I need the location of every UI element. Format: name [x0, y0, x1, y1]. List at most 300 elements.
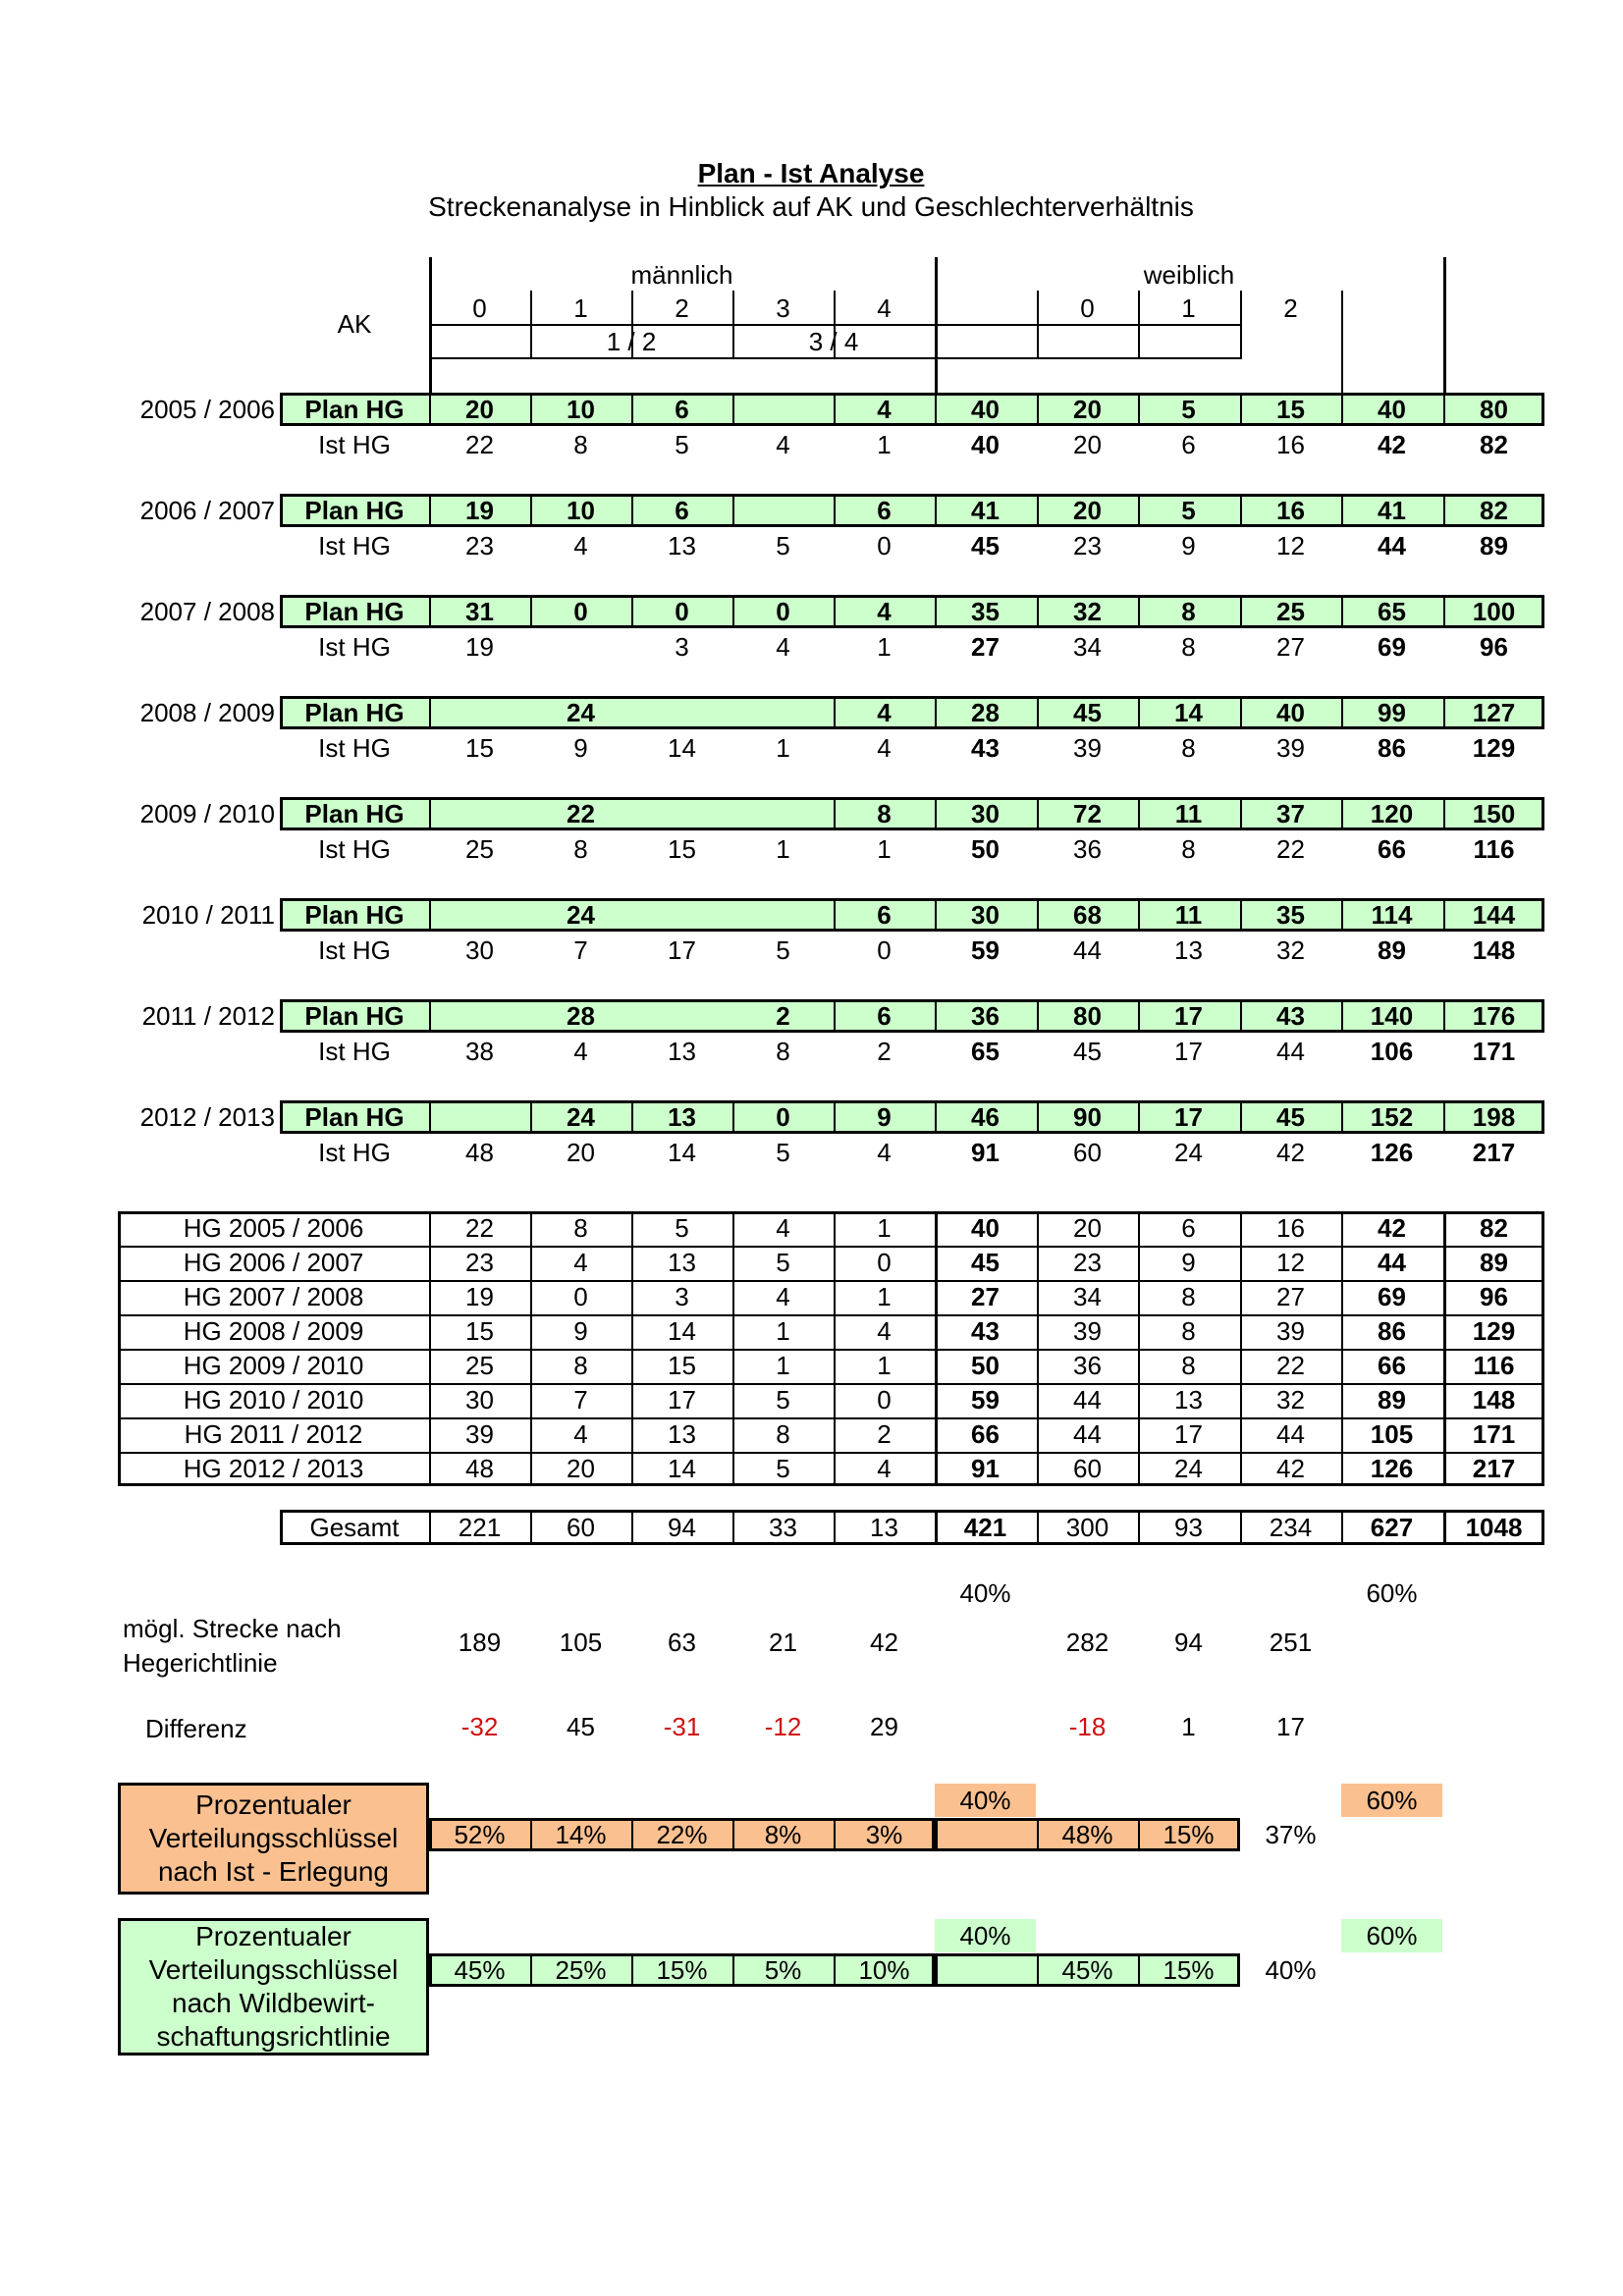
plan-value	[732, 494, 834, 527]
plan-value: 5	[1181, 495, 1196, 525]
plan-value	[732, 393, 834, 426]
plan-value: 17	[1174, 1101, 1203, 1132]
plan-value: 36	[971, 1000, 1000, 1031]
summary-value: 16	[1276, 1213, 1305, 1243]
plan-value: 32	[1073, 596, 1102, 626]
grid-line	[935, 324, 1240, 326]
possible-female-value: 94	[1174, 1627, 1203, 1657]
summary-value: 23	[1073, 1248, 1102, 1277]
summary-value: 8	[776, 1419, 790, 1449]
ist-value: 8	[1181, 833, 1196, 864]
summary-value: 4	[877, 1316, 892, 1346]
plan-value: 46	[971, 1101, 1000, 1132]
ak-label: AK	[337, 308, 372, 339]
summary-value: 42	[1276, 1454, 1305, 1483]
ist-value: 1	[877, 429, 892, 459]
summary-value: 44	[1073, 1419, 1102, 1449]
plan-value: 19	[465, 495, 494, 525]
ist-value: 34	[1073, 631, 1102, 662]
summary-label: HG 2008 / 2009	[183, 1316, 364, 1346]
plan-value: 11	[1174, 899, 1203, 930]
ist-value: 126	[1370, 1137, 1414, 1167]
plan-value: 40	[971, 394, 1000, 424]
summary-value: 86	[1378, 1316, 1406, 1346]
summary-value: 13	[1174, 1385, 1203, 1415]
plan-value: 17	[1174, 1000, 1203, 1031]
season-label: 2005 / 2006	[139, 394, 275, 424]
summary-value: 42	[1378, 1213, 1406, 1243]
season-label: 2010 / 2011	[141, 899, 275, 930]
difference-male-value: -12	[764, 1711, 802, 1741]
plan-value: 140	[1370, 1000, 1414, 1031]
ist-value: 0	[877, 934, 892, 965]
summary-value: 7	[573, 1385, 588, 1415]
summary-label: HG 2006 / 2007	[183, 1248, 364, 1277]
ist-value: 48	[465, 1137, 494, 1167]
ist-value: 171	[1472, 1036, 1516, 1066]
possible-female-value: 282	[1065, 1627, 1109, 1657]
key_ist-male-value: 52%	[454, 1819, 506, 1849]
plan-value: 16	[1276, 495, 1305, 525]
ist-value: 89	[1378, 934, 1406, 965]
summary-value: 8	[1181, 1316, 1196, 1346]
key_wb-female-value: 45%	[1061, 1954, 1113, 1985]
ist-value: 60	[1073, 1137, 1102, 1167]
summary-value: 14	[668, 1316, 696, 1346]
ist-value: 24	[1174, 1137, 1203, 1167]
summary-value: 91	[971, 1454, 1000, 1483]
key_wb-male-value: 10%	[858, 1954, 910, 1985]
plan-label: Plan HG	[304, 1101, 405, 1132]
summary-value: 40	[971, 1213, 1000, 1243]
plan-value: 45	[1073, 697, 1102, 727]
plan-label: Plan HG	[304, 798, 405, 828]
plan-value: 82	[1480, 495, 1508, 525]
plan-value: 80	[1073, 1000, 1102, 1031]
summary-value: 20	[1073, 1213, 1102, 1243]
summary-label: HG 2012 / 2013	[183, 1454, 364, 1483]
grid-line	[935, 357, 1240, 359]
summary-value: 44	[1276, 1419, 1305, 1449]
ist-value: 44	[1276, 1036, 1305, 1066]
plan-value: 120	[1370, 798, 1414, 828]
ist-value: 20	[1073, 429, 1102, 459]
ist-label: Ist HG	[318, 732, 391, 763]
ist-value	[530, 630, 631, 664]
season-label: 2008 / 2009	[139, 697, 275, 727]
plan-value: 28	[567, 1000, 595, 1031]
summary-value: 44	[1378, 1248, 1406, 1277]
summary-value: 24	[1174, 1454, 1203, 1483]
plan-value: 150	[1472, 798, 1516, 828]
season-label: 2009 / 2010	[139, 798, 275, 828]
grid-line	[1341, 291, 1343, 393]
plan-value: 6	[877, 495, 892, 525]
difference-male-value: 29	[870, 1711, 898, 1741]
ist-label: Ist HG	[318, 934, 391, 965]
ist-value: 9	[1181, 530, 1196, 561]
ist-value: 1	[776, 833, 790, 864]
plan-value: 68	[1073, 899, 1102, 930]
ist-value: 32	[1276, 934, 1305, 965]
grid-line	[429, 357, 935, 359]
summary-value: 23	[465, 1248, 494, 1277]
key_ist-female-value: 37%	[1265, 1819, 1317, 1849]
possible-male-value: 42	[870, 1627, 898, 1657]
total-value: 300	[1065, 1512, 1109, 1542]
total-value: 94	[668, 1512, 696, 1542]
key_ist-label-line: nach Ist - Erlegung	[157, 1856, 390, 1887]
ist-value: 1	[877, 631, 892, 662]
summary-value: 22	[465, 1213, 494, 1243]
key_wb-label-line: schaftungsrichtlinie	[156, 2021, 391, 2052]
key_wb-male-value: 15%	[656, 1954, 708, 1985]
plan-value: 72	[1073, 798, 1102, 828]
summary-value: 32	[1276, 1385, 1305, 1415]
ist-value: 91	[971, 1137, 1000, 1167]
plan-label: Plan HG	[304, 899, 405, 930]
ist-value: 38	[465, 1036, 494, 1066]
total-value: 13	[870, 1512, 898, 1542]
ist-value: 8	[573, 429, 588, 459]
summary-value: 5	[776, 1454, 790, 1483]
key_wb-male-value: 5%	[764, 1954, 802, 1985]
female-age-class: 1	[1181, 293, 1196, 323]
plan-value: 5	[1181, 394, 1196, 424]
female-age-class: 0	[1080, 293, 1095, 323]
ist-value: 15	[465, 732, 494, 763]
ist-value: 116	[1473, 833, 1515, 864]
possible-label-line2: Hegerichtlinie	[123, 1648, 278, 1678]
ist-value: 15	[668, 833, 696, 864]
plan-value: 198	[1472, 1101, 1516, 1132]
page-subtitle: Streckenanalyse in Hinblick auf AK und Geschlechterverhältnis	[428, 191, 1194, 222]
ist-value: 25	[465, 833, 494, 864]
ist-value: 13	[668, 1036, 696, 1066]
summary-value: 17	[1174, 1419, 1203, 1449]
summary-value: 0	[877, 1385, 892, 1415]
summary-value: 9	[1181, 1248, 1196, 1277]
plan-value: 6	[877, 1000, 892, 1031]
summary-value: 105	[1370, 1419, 1414, 1449]
plan-value: 22	[567, 798, 595, 828]
summary-value: 14	[668, 1454, 696, 1483]
ist-value: 22	[465, 429, 494, 459]
key_ist-female-value: 15%	[1163, 1819, 1215, 1849]
ist-label: Ist HG	[318, 429, 391, 459]
ist-label: Ist HG	[318, 530, 391, 561]
summary-value: 4	[573, 1419, 588, 1449]
summary-value: 129	[1472, 1316, 1516, 1346]
male-share: 40%	[959, 1577, 1011, 1608]
female-header: weiblich	[1143, 259, 1235, 290]
ist-value: 22	[1276, 833, 1305, 864]
ist-value: 27	[1276, 631, 1305, 662]
key_ist-label-line: Verteilungsschlüssel	[148, 1823, 399, 1853]
difference-male-value: -31	[663, 1711, 701, 1741]
total-label: Gesamt	[309, 1512, 400, 1542]
summary-value: 1	[877, 1351, 892, 1380]
difference-female-value: -18	[1068, 1711, 1107, 1741]
plan-value: 6	[675, 394, 689, 424]
ist-value: 69	[1378, 631, 1406, 662]
total-value: 221	[458, 1512, 502, 1542]
summary-value: 39	[1276, 1316, 1305, 1346]
total-value: 1048	[1465, 1512, 1523, 1542]
ist-value: 44	[1073, 934, 1102, 965]
plan-value: 40	[1378, 394, 1406, 424]
key_wb-label-box	[118, 1918, 429, 2056]
ist-label: Ist HG	[318, 833, 391, 864]
summary-value: 27	[1276, 1282, 1305, 1311]
plan-value: 11	[1174, 798, 1203, 828]
plan-value: 4	[877, 596, 892, 626]
key_ist-male-value: 14%	[555, 1819, 607, 1849]
plan-label: Plan HG	[304, 1000, 405, 1031]
plan-value: 30	[971, 899, 1000, 930]
plan-value: 4	[877, 394, 892, 424]
plan-value: 35	[1276, 899, 1305, 930]
plan-value: 41	[971, 495, 1000, 525]
plan-value: 99	[1378, 697, 1406, 727]
ist-value: 4	[573, 530, 588, 561]
plan-value: 2	[776, 1000, 790, 1031]
summary-label: HG 2010 / 2010	[183, 1385, 364, 1415]
ist-value: 13	[1174, 934, 1203, 965]
plan-value: 20	[1073, 394, 1102, 424]
key_wb-male-share: 40%	[935, 1919, 1036, 1952]
plan-value: 10	[567, 394, 595, 424]
plan-value: 10	[567, 495, 595, 525]
key_wb-male-value: 25%	[555, 1954, 607, 1985]
summary-value: 89	[1480, 1248, 1508, 1277]
summary-value: 8	[1181, 1282, 1196, 1311]
plan-value: 114	[1371, 899, 1413, 930]
season-label: 2011 / 2012	[141, 1000, 275, 1031]
summary-value: 2	[877, 1419, 892, 1449]
plan-value: 80	[1480, 394, 1508, 424]
summary-value: 217	[1472, 1454, 1516, 1483]
summary-label: HG 2011 / 2012	[184, 1419, 363, 1449]
ist-label: Ist HG	[318, 1137, 391, 1167]
ist-value: 5	[675, 429, 689, 459]
plan-value: 14	[1174, 697, 1203, 727]
summary-label: HG 2009 / 2010	[183, 1351, 364, 1380]
summary-value: 12	[1276, 1248, 1305, 1277]
ist-value: 8	[1181, 732, 1196, 763]
summary-value: 6	[1181, 1213, 1196, 1243]
ist-value: 44	[1378, 530, 1406, 561]
ist-value: 45	[1073, 1036, 1102, 1066]
season-label: 2012 / 2013	[139, 1101, 275, 1132]
ist-value: 23	[465, 530, 494, 561]
summary-value: 15	[465, 1316, 494, 1346]
summary-value: 126	[1370, 1454, 1414, 1483]
total-value: 93	[1174, 1512, 1203, 1542]
summary-value: 8	[573, 1213, 588, 1243]
key_wb-label-line: nach Wildbewirt-	[172, 1988, 375, 2018]
summary-value: 4	[877, 1454, 892, 1483]
key_ist-male-value: 8%	[764, 1819, 802, 1849]
key_ist-label-box	[118, 1783, 429, 1895]
ist-value: 12	[1276, 530, 1305, 561]
ist-value: 4	[573, 1036, 588, 1066]
plan-value: 40	[1276, 697, 1305, 727]
summary-value: 8	[573, 1351, 588, 1380]
summary-value: 66	[1378, 1351, 1406, 1380]
ist-value: 14	[668, 732, 696, 763]
plan-value: 35	[971, 596, 1000, 626]
ist-value: 4	[877, 1137, 892, 1167]
ist-value: 4	[877, 732, 892, 763]
summary-value: 116	[1473, 1351, 1515, 1380]
ist-value: 1	[877, 833, 892, 864]
summary-value: 15	[668, 1351, 696, 1380]
plan-value: 8	[877, 798, 892, 828]
summary-value: 4	[573, 1248, 588, 1277]
ist-value: 82	[1480, 429, 1508, 459]
summary-value: 5	[776, 1385, 790, 1415]
summary-value: 25	[465, 1351, 494, 1380]
key_wb-label-line: Prozentualer	[195, 1921, 352, 1951]
ist-value: 20	[567, 1137, 595, 1167]
plan-label: Plan HG	[304, 394, 405, 424]
ist-value: 86	[1378, 732, 1406, 763]
summary-value: 4	[776, 1282, 790, 1311]
summary-value: 1	[877, 1282, 892, 1311]
ist-value: 8	[1181, 631, 1196, 662]
summary-value: 13	[668, 1248, 696, 1277]
total-value: 60	[567, 1512, 595, 1542]
plan-value: 24	[567, 697, 595, 727]
plan-label: Plan HG	[304, 495, 405, 525]
summary-value: 43	[971, 1316, 1000, 1346]
ist-value: 59	[971, 934, 1000, 965]
ist-value: 4	[776, 429, 790, 459]
summary-value: 60	[1073, 1454, 1102, 1483]
difference-label: Differenz	[145, 1714, 247, 1743]
plan-value: 0	[675, 596, 689, 626]
group-3-4: 3 / 4	[808, 326, 859, 356]
key_wb-female-share: 60%	[1341, 1919, 1442, 1952]
difference-female-value: 1	[1181, 1711, 1196, 1741]
summary-value: 69	[1378, 1282, 1406, 1311]
possible-male-value: 105	[559, 1627, 603, 1657]
summary-label: HG 2005 / 2006	[183, 1213, 364, 1243]
key_ist-male-value: 22%	[656, 1819, 708, 1849]
summary-value: 45	[971, 1248, 1000, 1277]
summary-value: 9	[573, 1316, 588, 1346]
plan-value: 30	[971, 798, 1000, 828]
summary-value: 96	[1480, 1282, 1508, 1311]
ist-value: 40	[971, 429, 1000, 459]
plan-value: 65	[1378, 596, 1406, 626]
total-value: 627	[1370, 1512, 1414, 1542]
summary-value: 171	[1472, 1419, 1516, 1449]
ist-value: 65	[971, 1036, 1000, 1066]
plan-value: 20	[1073, 495, 1102, 525]
ist-value: 5	[776, 934, 790, 965]
summary-value: 20	[567, 1454, 595, 1483]
season-label: 2007 / 2008	[139, 596, 275, 626]
plan-value: 31	[465, 596, 494, 626]
plan-value: 0	[776, 1101, 790, 1132]
summary-value: 8	[1181, 1351, 1196, 1380]
summary-value: 148	[1472, 1385, 1516, 1415]
plan-value: 8	[1181, 596, 1196, 626]
difference-female-value: 17	[1276, 1711, 1305, 1741]
ist-value: 19	[465, 631, 494, 662]
ist-value: 42	[1276, 1137, 1305, 1167]
summary-value: 82	[1480, 1213, 1508, 1243]
possible-female-value: 251	[1269, 1627, 1313, 1657]
plan-value: 13	[668, 1101, 696, 1132]
ist-value: 8	[573, 833, 588, 864]
summary-value: 17	[668, 1385, 696, 1415]
ist-value: 39	[1073, 732, 1102, 763]
ist-value: 2	[877, 1036, 892, 1066]
plan-value: 24	[567, 899, 595, 930]
key_ist-male-share: 40%	[935, 1784, 1036, 1817]
key_wb-female-value: 40%	[1265, 1954, 1317, 1985]
summary-value: 4	[776, 1213, 790, 1243]
ist-value: 0	[877, 530, 892, 561]
plan-value: 6	[675, 495, 689, 525]
female-share: 60%	[1366, 1577, 1418, 1608]
ist-label: Ist HG	[318, 1036, 391, 1066]
plan-value: 45	[1276, 1101, 1305, 1132]
ist-value: 148	[1472, 934, 1516, 965]
summary-value: 48	[465, 1454, 494, 1483]
summary-value: 13	[668, 1419, 696, 1449]
summary-value: 50	[971, 1351, 1000, 1380]
male-age-class: 0	[472, 293, 487, 323]
summary-value: 30	[465, 1385, 494, 1415]
ist-value: 16	[1276, 429, 1305, 459]
plan-value: 100	[1472, 596, 1516, 626]
ist-value: 217	[1472, 1137, 1516, 1167]
group-1-2: 1 / 2	[606, 326, 657, 356]
plan-label: Plan HG	[304, 697, 405, 727]
plan-value: 41	[1378, 495, 1406, 525]
ist-value: 66	[1378, 833, 1406, 864]
ist-value: 5	[776, 530, 790, 561]
summary-value: 36	[1073, 1351, 1102, 1380]
summary-value: 5	[776, 1248, 790, 1277]
summary-value: 66	[971, 1419, 1000, 1449]
plan-value: 24	[567, 1101, 595, 1132]
ist-value: 4	[776, 631, 790, 662]
ist-value: 1	[776, 732, 790, 763]
plan-value: 4	[877, 697, 892, 727]
male-age-class: 4	[877, 293, 892, 323]
ist-value: 50	[971, 833, 1000, 864]
summary-value: 39	[1073, 1316, 1102, 1346]
ist-value: 89	[1480, 530, 1508, 561]
ist-value: 30	[465, 934, 494, 965]
key_ist-female-share: 60%	[1341, 1784, 1442, 1817]
ist-value: 42	[1378, 429, 1406, 459]
ist-value: 39	[1276, 732, 1305, 763]
key_ist-female-value: 48%	[1061, 1819, 1113, 1849]
ist-value: 8	[776, 1036, 790, 1066]
female-age-class: 2	[1283, 293, 1298, 323]
summary-value: 1	[877, 1213, 892, 1243]
summary-value: 19	[465, 1282, 494, 1311]
ist-value: 129	[1472, 732, 1516, 763]
plan-value: 25	[1276, 596, 1305, 626]
ist-value: 7	[573, 934, 588, 965]
